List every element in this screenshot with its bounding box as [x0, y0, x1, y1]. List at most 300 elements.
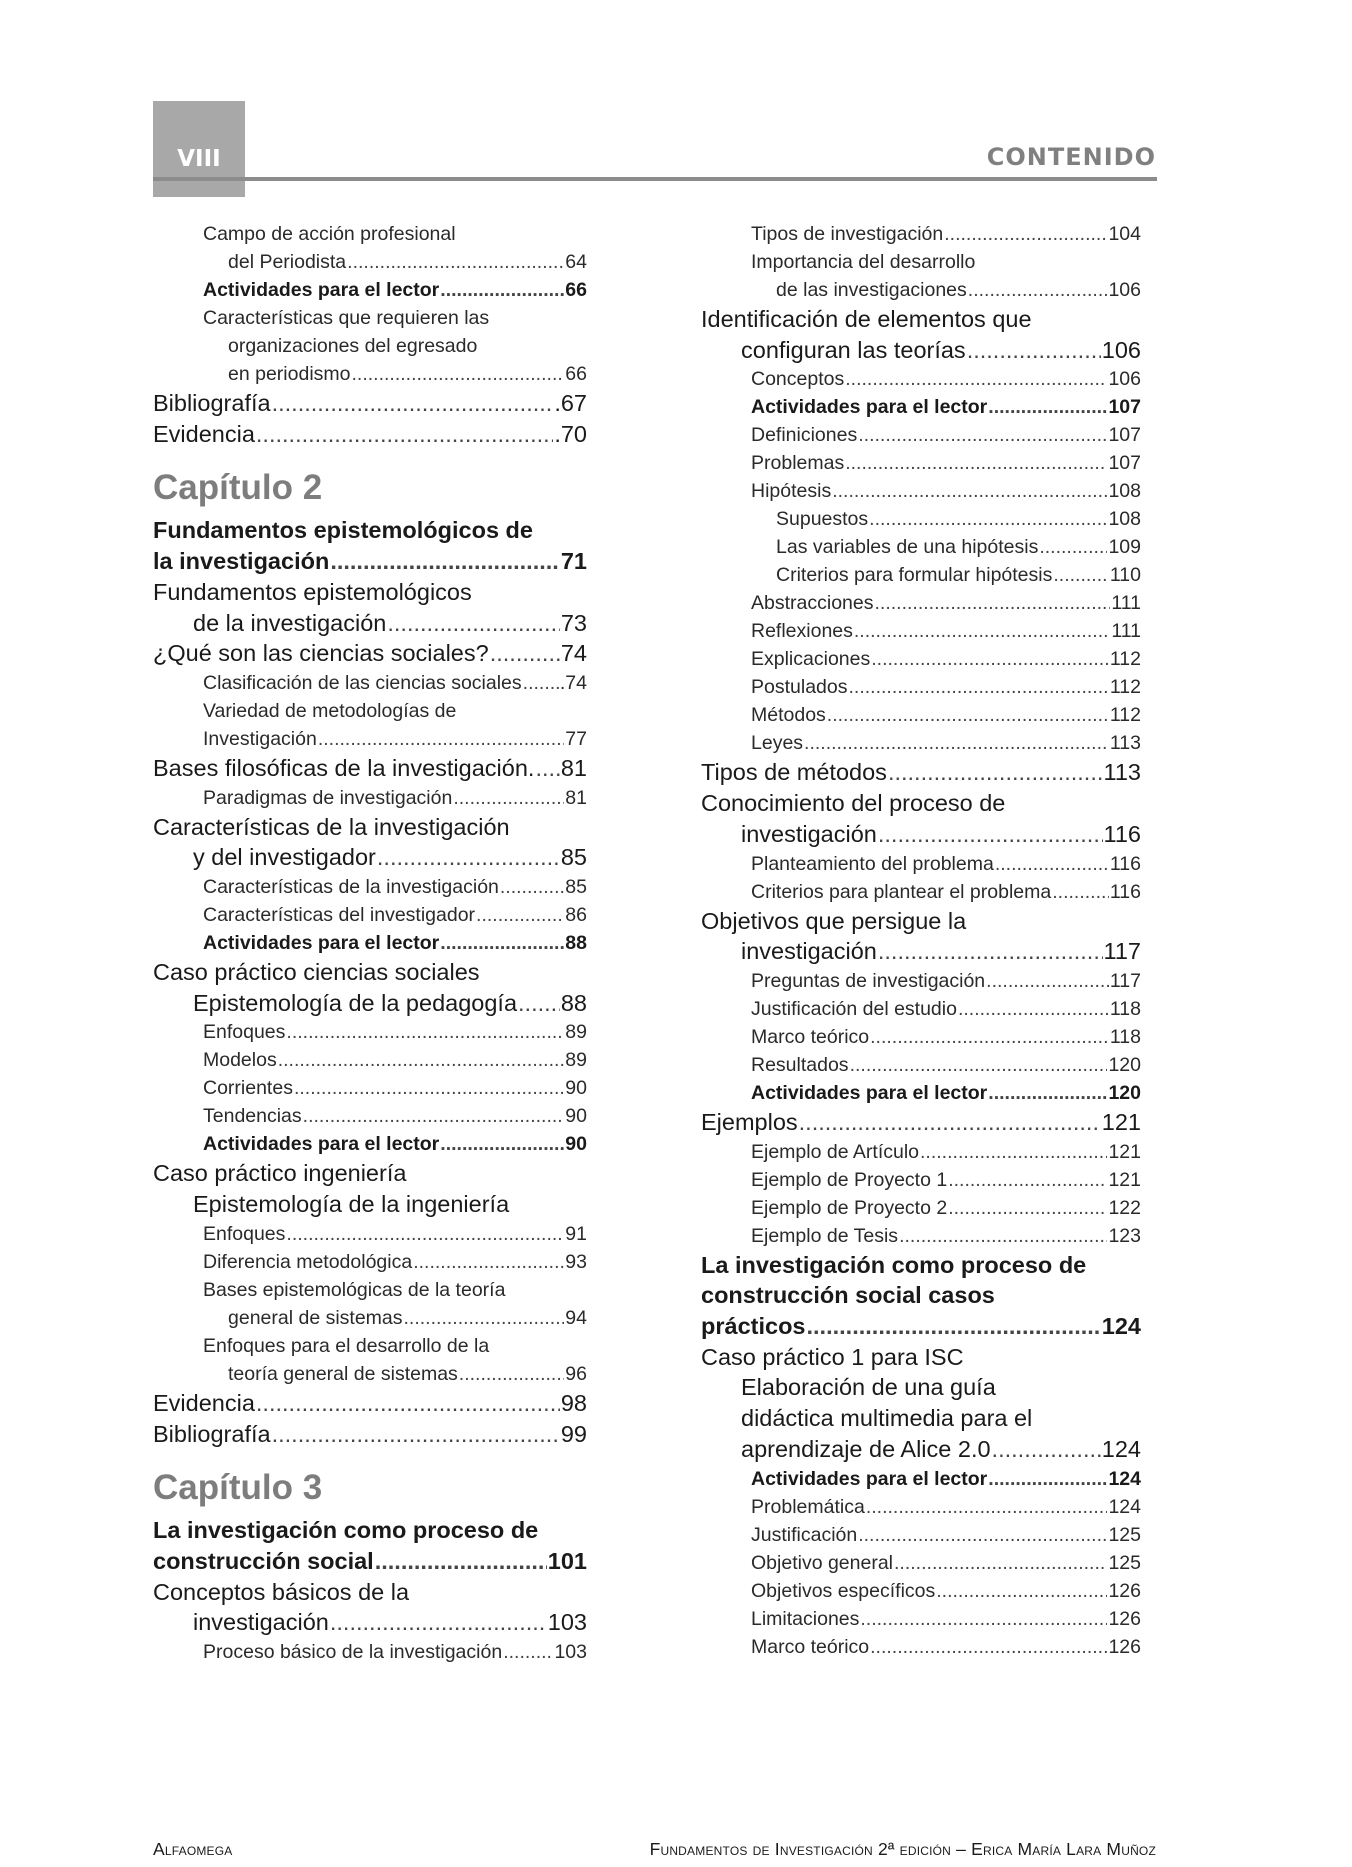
- toc-entry-label: Criterios para plantear el problema: [751, 880, 1052, 903]
- toc-entry-label: Enfoques: [203, 1222, 286, 1245]
- dot-leader: [807, 1311, 1101, 1342]
- toc-page-number: 90: [565, 1133, 587, 1156]
- toc-page-number: 99: [560, 1420, 587, 1447]
- toc-page-number: 93: [565, 1250, 587, 1273]
- dot-leader: [986, 967, 1109, 995]
- toc-entry: [153, 725, 587, 753]
- toc-page-number: 112: [1109, 704, 1141, 727]
- toc-entry: [701, 1194, 1141, 1222]
- toc-page-number: 98: [560, 1389, 587, 1416]
- dot-leader: [858, 1521, 1107, 1549]
- toc-entry: [701, 1166, 1141, 1194]
- toc-page-number: 124: [1108, 1467, 1141, 1490]
- dot-leader: [523, 669, 559, 697]
- dot-leader: [845, 365, 1107, 393]
- toc-entry-label: ¿Qué son las ciencias sociales?: [153, 640, 489, 667]
- header-rule: [153, 177, 1157, 181]
- dot-leader: [967, 335, 1101, 366]
- toc-entry: [701, 673, 1141, 701]
- toc-entry: [701, 701, 1141, 729]
- toc-entry-label: la investigación: [153, 548, 330, 575]
- toc-page-number: 104: [1108, 223, 1141, 245]
- chapter-heading: Capítulo 2: [153, 468, 323, 508]
- toc-page-number: 77: [565, 727, 587, 750]
- toc-entry-label: Planteamiento del problema: [751, 852, 994, 875]
- toc-entry-label: Problemática: [751, 1495, 865, 1518]
- toc-page-number: 66: [565, 279, 587, 301]
- toc-entry-label: Preguntas de investigación: [751, 969, 986, 992]
- toc-page-number: 81: [560, 754, 587, 781]
- toc-page-number: 86: [565, 904, 587, 927]
- dot-leader: [995, 850, 1109, 878]
- toc-entry: [153, 608, 587, 639]
- section-title: CONTENIDO: [986, 143, 1156, 171]
- toc-heading-line: Importancia del desarrollo: [751, 251, 976, 273]
- page-number: VIII: [177, 146, 221, 172]
- toc-entry-label: Criterios para formular hipótesis: [776, 564, 1053, 587]
- dot-leader: [958, 995, 1109, 1023]
- toc-heading-line: La investigación como proceso de: [153, 1517, 539, 1544]
- toc-entry: [153, 1102, 587, 1130]
- toc-page-number: 89: [565, 1021, 587, 1044]
- toc-entry: [153, 546, 587, 577]
- toc-page-number: 85: [565, 876, 587, 899]
- dot-leader: [351, 360, 564, 388]
- toc-page-number: 117: [1109, 969, 1141, 992]
- dot-leader: [848, 673, 1108, 701]
- toc-heading-line: Fundamentos epistemológicos de: [153, 517, 533, 544]
- toc-entry-label: Definiciones: [751, 424, 858, 447]
- toc-entry-label: Tipos de investigación: [751, 223, 944, 245]
- toc-heading-line: didáctica multimedia para el: [741, 1405, 1033, 1432]
- toc-entry-label: Justificación: [751, 1523, 858, 1546]
- toc-entry-label: Marco teórico: [751, 1025, 870, 1048]
- toc-page-number: 107: [1108, 452, 1141, 475]
- toc-page-number: 88: [565, 932, 587, 955]
- toc-heading-line: Epistemología de la ingeniería: [193, 1191, 510, 1218]
- footer-publisher: Alfaomega: [153, 1839, 233, 1859]
- toc-entry: [701, 1222, 1141, 1250]
- dot-leader: [988, 1079, 1107, 1107]
- toc-heading-line: Bases epistemológicas de la teoría: [203, 1278, 506, 1301]
- toc-entry-label: Tipos de métodos: [701, 759, 887, 786]
- dot-leader: [988, 393, 1107, 421]
- toc-page-number: 126: [1108, 1579, 1141, 1602]
- dot-leader: [871, 645, 1109, 673]
- toc-heading-line: Fundamentos epistemológicos: [153, 578, 472, 605]
- toc-entry: [153, 388, 587, 419]
- dot-leader: [1039, 533, 1107, 561]
- toc-entry: [701, 995, 1141, 1023]
- dot-leader: [968, 276, 1108, 304]
- toc-entry-label: Explicaciones: [751, 648, 871, 671]
- toc-page-number: 64: [565, 251, 587, 273]
- toc-page-number: 108: [1108, 480, 1141, 503]
- toc-page-number: 106: [1108, 368, 1141, 391]
- toc-entry: [153, 1220, 587, 1248]
- toc-entry-label: Reflexiones: [751, 620, 853, 643]
- toc-entry-label: Hipótesis: [751, 480, 832, 503]
- toc-entry-label: Investigación: [203, 727, 317, 750]
- toc-page-number: 111: [1111, 592, 1141, 615]
- dot-leader: [870, 1023, 1109, 1051]
- dot-leader: [948, 1194, 1107, 1222]
- toc-heading-line: La investigación como proceso de: [701, 1251, 1087, 1278]
- toc-entry: [701, 967, 1141, 995]
- toc-entry: [701, 1434, 1141, 1465]
- toc-entry: [153, 873, 587, 901]
- toc-entry-label: Las variables de una hipótesis: [776, 536, 1039, 559]
- toc-page-number: 112: [1109, 676, 1141, 699]
- toc-entry: [701, 449, 1141, 477]
- dot-leader: [832, 477, 1107, 505]
- dot-leader: [988, 1465, 1107, 1493]
- toc-entry-label: de las investigaciones: [776, 279, 967, 301]
- toc-entry: [701, 1107, 1141, 1138]
- toc-entry: [701, 1521, 1141, 1549]
- toc-entry-label: Actividades para el lector: [203, 279, 440, 301]
- dot-leader: [278, 1046, 565, 1074]
- toc-page-number: 110: [1109, 564, 1141, 587]
- dot-leader: [459, 1360, 565, 1388]
- toc-entry: [153, 360, 587, 388]
- toc-entry: [153, 1360, 587, 1388]
- toc-entry: [701, 1577, 1141, 1605]
- toc-entry-label: Evidencia: [153, 1389, 255, 1416]
- chapter-heading: Capítulo 3: [153, 1468, 323, 1508]
- toc-page-number: 112: [1109, 648, 1141, 671]
- toc-page-number: 66: [565, 363, 587, 385]
- toc-entry-label: Clasificación de las ciencias sociales: [203, 671, 522, 694]
- toc-entry-label: investigación: [741, 820, 877, 847]
- toc-heading-line: Caso práctico 1 para ISC: [701, 1343, 964, 1370]
- toc-page-number: 106: [1101, 336, 1141, 363]
- toc-entry-label: Características del investigador: [203, 904, 476, 927]
- toc-entry: [153, 988, 587, 1019]
- dot-leader: [330, 1607, 547, 1638]
- dot-leader: [799, 1107, 1101, 1138]
- dot-leader: [303, 1102, 565, 1130]
- toc-entry: [701, 589, 1141, 617]
- toc-entry-label: configuran las teorías: [741, 336, 966, 363]
- toc-heading-line: Objetivos que persigue la: [701, 907, 967, 934]
- toc-page-number: 126: [1108, 1607, 1141, 1630]
- footer-book-title: Fundamentos de Investigación 2ª edición – Erica María Lara Muñoz: [649, 1839, 1156, 1859]
- toc-entry-label: Corrientes: [203, 1077, 293, 1100]
- dot-leader: [804, 729, 1109, 757]
- dot-leader: [294, 1074, 564, 1102]
- toc-entry: [701, 1138, 1141, 1166]
- toc-heading-line: construcción social casos: [701, 1282, 995, 1309]
- toc-entry: [701, 757, 1141, 788]
- toc-entry-label: Actividades para el lector: [751, 1467, 988, 1490]
- dot-leader: [440, 276, 564, 304]
- dot-leader: [888, 757, 1103, 788]
- toc-entry: [701, 276, 1141, 304]
- toc-page-number: 116: [1103, 820, 1141, 847]
- toc-page-number: 113: [1103, 759, 1141, 786]
- toc-entry-label: en periodismo: [228, 363, 351, 385]
- dot-leader: [827, 701, 1109, 729]
- toc-page-number: 90: [565, 1105, 587, 1128]
- toc-page-number: .74: [559, 671, 587, 694]
- toc-page-number: 111: [1111, 620, 1141, 643]
- dot-leader: [948, 1166, 1107, 1194]
- dot-leader: [330, 546, 560, 577]
- toc-entry: [701, 645, 1141, 673]
- toc-page-number: .70: [554, 420, 587, 447]
- toc-entry-label: Bases filosóficas de la investigación.: [153, 754, 535, 781]
- dot-leader: [518, 988, 560, 1019]
- dot-leader: [375, 1546, 547, 1577]
- toc-page-number: 121: [1101, 1108, 1141, 1135]
- toc-entry: [153, 419, 587, 450]
- toc-heading-line: Campo de acción profesional: [203, 223, 456, 245]
- toc-entry-label: Enfoques: [203, 1021, 286, 1044]
- dot-leader: [440, 1130, 564, 1158]
- dot-leader: [894, 1549, 1107, 1577]
- toc-entry: [153, 901, 587, 929]
- toc-entry: [153, 784, 587, 812]
- toc-entry: [701, 220, 1141, 248]
- toc-page-number: 125: [1108, 1551, 1141, 1574]
- dot-leader: [272, 1419, 560, 1450]
- toc-entry-label: Epistemología de la pedagogía: [193, 989, 518, 1016]
- toc-page-number: 116: [1109, 852, 1141, 875]
- dot-leader: [854, 617, 1110, 645]
- toc-entry-label: Modelos: [203, 1049, 277, 1072]
- toc-entry-label: de la investigación: [193, 609, 387, 636]
- toc-entry-label: teoría general de sistemas: [228, 1362, 458, 1385]
- toc-page-number: 117: [1103, 938, 1141, 965]
- dot-leader: [500, 873, 564, 901]
- dot-leader: [1053, 561, 1109, 589]
- toc-page-number: 123: [1108, 1224, 1141, 1247]
- dot-leader: [413, 1248, 564, 1276]
- toc-page-number: 126: [1108, 1635, 1141, 1658]
- toc-heading-line: Identificación de elementos que: [701, 306, 1032, 332]
- toc-entry: [153, 1248, 587, 1276]
- dot-leader: [866, 1493, 1108, 1521]
- toc-entry-label: construcción social: [153, 1547, 374, 1574]
- toc-page-number: 85: [560, 844, 587, 871]
- toc-page-number: 74: [560, 640, 587, 667]
- toc-left-column: [153, 220, 587, 1666]
- toc-heading-line: organizaciones del egresado: [228, 335, 478, 357]
- toc-page-number: 118: [1109, 1025, 1141, 1048]
- toc-entry-label: investigación: [741, 938, 877, 965]
- toc-page-number: 124: [1108, 1495, 1141, 1518]
- toc-right-column: [701, 220, 1141, 1661]
- toc-entry: [701, 1311, 1141, 1342]
- dot-leader: [440, 929, 564, 957]
- toc-page-number: 107: [1108, 396, 1141, 419]
- toc-page-number: 96: [565, 1362, 587, 1385]
- dot-leader: [992, 1434, 1101, 1465]
- toc-entry: [701, 850, 1141, 878]
- toc-page-number: 124: [1101, 1313, 1141, 1340]
- dot-leader: [878, 819, 1103, 850]
- dot-leader: [377, 842, 560, 873]
- dot-leader: [503, 1638, 553, 1666]
- dot-leader: [860, 1605, 1107, 1633]
- toc-entry: [701, 819, 1141, 850]
- dot-leader: [404, 1304, 565, 1332]
- toc-entry: [153, 929, 587, 957]
- toc-entry-label: Ejemplos: [701, 1108, 798, 1135]
- toc-entry-label: Bibliografía: [153, 1420, 271, 1447]
- toc-entry: [153, 248, 587, 276]
- toc-entry-label: Marco teórico: [751, 1635, 870, 1658]
- dot-leader: [944, 220, 1107, 248]
- toc-entry-label: Actividades para el lector: [203, 1133, 440, 1156]
- toc-page-number: 116: [1109, 880, 1141, 903]
- dot-leader: [476, 901, 564, 929]
- toc-entry: [701, 365, 1141, 393]
- dot-leader: [845, 449, 1107, 477]
- toc-entry-label: Características de la investigación: [203, 876, 499, 899]
- toc-page-number: 91: [565, 1222, 587, 1245]
- toc-entry-label: Leyes: [751, 732, 804, 755]
- toc-entry-label: Ejemplo de Proyecto 2: [751, 1196, 948, 1219]
- toc-entry-label: Actividades para el lector: [203, 932, 440, 955]
- toc-entry: [153, 638, 587, 669]
- toc-page-number: 120: [1108, 1053, 1141, 1076]
- toc-heading-line: Caso práctico ciencias sociales: [153, 959, 480, 986]
- dot-leader: [850, 1051, 1108, 1079]
- toc-entry-label: Objetivos específicos: [751, 1579, 936, 1602]
- toc-entry: [701, 617, 1141, 645]
- dot-leader: [453, 784, 564, 812]
- toc-heading-line: Conocimiento del proceso de: [701, 790, 1006, 817]
- toc-page-number: 113: [1109, 732, 1141, 755]
- toc-entry: [153, 669, 587, 697]
- dot-leader: [387, 608, 560, 639]
- toc-entry-label: aprendizaje de Alice 2.0: [741, 1435, 991, 1462]
- toc-entry: [153, 1388, 587, 1419]
- toc-page-number: .67: [554, 390, 587, 416]
- toc-page-number: 107: [1108, 424, 1141, 447]
- toc-entry-label: y del investigador: [193, 844, 376, 871]
- toc-entry: [153, 842, 587, 873]
- toc-entry-label: Limitaciones: [751, 1607, 860, 1630]
- toc-entry: [153, 1074, 587, 1102]
- toc-heading-line: Caso práctico ingeniería: [153, 1160, 407, 1187]
- page-number-tab: [153, 101, 245, 197]
- dot-leader: [874, 589, 1110, 617]
- toc-entry-label: Postulados: [751, 676, 848, 699]
- toc-entry-label: Bibliografía: [153, 390, 271, 416]
- toc-page-number: 122: [1108, 1196, 1141, 1219]
- dot-leader: [870, 1633, 1107, 1661]
- toc-entry: [701, 1051, 1141, 1079]
- toc-entry: [701, 1493, 1141, 1521]
- toc-entry-label: prácticos: [701, 1313, 806, 1340]
- toc-entry: [701, 505, 1141, 533]
- dot-leader: [256, 1388, 560, 1419]
- toc-entry-label: Diferencia metodológica: [203, 1250, 413, 1273]
- dot-leader: [347, 248, 564, 276]
- toc-entry: [153, 1130, 587, 1158]
- toc-page-number: 103: [554, 1641, 587, 1664]
- toc-entry: [701, 936, 1141, 967]
- toc-entry: [701, 421, 1141, 449]
- toc-heading-line: Enfoques para el desarrollo de la: [203, 1334, 490, 1357]
- toc-entry-label: Ejemplo de Proyecto 1: [751, 1168, 948, 1191]
- toc-page-number: 125: [1108, 1523, 1141, 1546]
- toc-entry-label: Actividades para el lector: [751, 396, 988, 419]
- toc-entry: [701, 393, 1141, 421]
- toc-page-number: 94: [565, 1306, 587, 1329]
- toc-entry: [153, 1419, 587, 1450]
- toc-entry-label: Supuestos: [776, 508, 869, 531]
- toc-entry: [153, 1018, 587, 1046]
- toc-heading-line: Características que requieren las: [203, 307, 490, 329]
- toc-page-number: 108: [1108, 508, 1141, 531]
- toc-entry: [701, 561, 1141, 589]
- toc-entry-label: Ejemplo de Artículo: [751, 1140, 920, 1163]
- toc-page-number: 121: [1108, 1140, 1141, 1163]
- dot-leader: [286, 1220, 564, 1248]
- dot-leader: [899, 1222, 1107, 1250]
- dot-leader: [535, 753, 559, 784]
- toc-page-number: 106: [1108, 279, 1141, 301]
- toc-page-number: 103: [547, 1609, 587, 1636]
- dot-leader: [1052, 878, 1109, 906]
- dot-leader: [272, 388, 554, 419]
- toc-entry: [153, 753, 587, 784]
- toc-entry: [701, 729, 1141, 757]
- toc-page-number: 90: [565, 1077, 587, 1100]
- dot-leader: [869, 505, 1107, 533]
- toc-page-number: 121: [1108, 1168, 1141, 1191]
- dot-leader: [878, 936, 1103, 967]
- toc-entry-label: Métodos: [751, 704, 826, 727]
- toc-page-number: 71: [560, 548, 587, 575]
- toc-entry-label: del Periodista: [228, 251, 347, 273]
- toc-entry-label: Problemas: [751, 452, 845, 475]
- toc-heading-line: Conceptos básicos de la: [153, 1578, 410, 1605]
- toc-entry-label: Objetivo general: [751, 1551, 894, 1574]
- toc-page-number: 73: [560, 609, 587, 636]
- dot-leader: [920, 1138, 1107, 1166]
- toc-entry-label: Evidencia: [153, 420, 255, 447]
- toc-page-number: 88: [560, 989, 587, 1016]
- dot-leader: [936, 1577, 1107, 1605]
- toc-entry-label: Conceptos: [751, 368, 845, 391]
- toc-entry: [701, 878, 1141, 906]
- toc-entry: [701, 1605, 1141, 1633]
- toc-entry-label: Proceso básico de la investigación: [203, 1641, 503, 1664]
- toc-entry: [701, 1023, 1141, 1051]
- toc-entry: [701, 1633, 1141, 1661]
- toc-entry-label: general de sistemas: [228, 1306, 403, 1329]
- toc-page-number: 89: [565, 1049, 587, 1072]
- toc-entry-label: Paradigmas de investigación: [203, 786, 453, 809]
- toc-heading-line: Elaboración de una guía: [741, 1374, 996, 1401]
- toc-entry-label: Justificación del estudio: [751, 997, 957, 1020]
- toc-entry: [701, 1079, 1141, 1107]
- toc-entry: [153, 1046, 587, 1074]
- toc-page-number: 120: [1108, 1081, 1141, 1104]
- toc-page-number: 81: [565, 786, 587, 809]
- dot-leader: [256, 419, 553, 450]
- toc-entry: [153, 276, 587, 304]
- toc-entry: [701, 477, 1141, 505]
- toc-entry: [701, 1549, 1141, 1577]
- toc-entry: [701, 1465, 1141, 1493]
- toc-entry: [701, 533, 1141, 561]
